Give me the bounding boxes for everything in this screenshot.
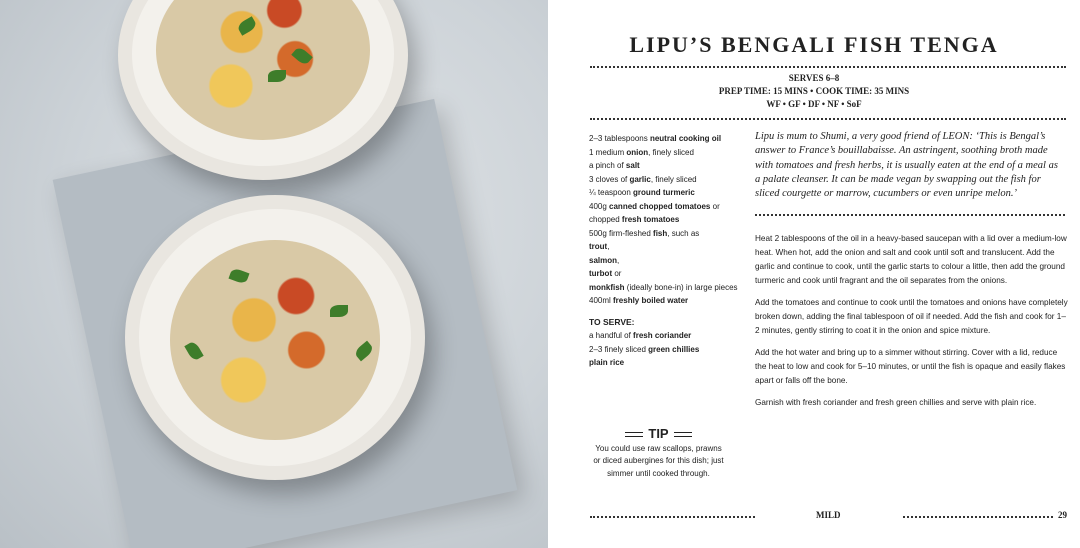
ingredient-item: turbot or [589,269,622,278]
ingredient-item: trout, [589,242,610,251]
diet-tags: WF • GF • DF • NF • SoF [766,99,862,109]
ingredients-list [589,132,739,370]
recipe-title: LIPU’S BENGALI FISH TENGA [629,32,999,57]
ingredient-item: chopped fresh tomatoes [589,215,680,224]
footer-divider-left [590,516,755,518]
serves: SERVES 6–8 [788,73,840,83]
meta-divider [590,118,1066,120]
intro-divider [755,214,1065,216]
title-divider [590,66,1066,68]
ingredient-item: a pinch of salt [589,161,640,170]
footer-divider-right [903,516,1053,518]
recipe-page [548,0,1080,548]
recipe-meta [548,72,1080,111]
to-serve-heading: TO SERVE: [589,316,635,327]
method-step: Add the tomatoes and continue to cook until the tomatoes and onions have completely broken down, adding the final tablespoon of oil if needed. Add the fish and cook for 1–2 minutes, gently stirring to coat it in the onion and spice mixture. [755,298,1068,335]
method-step: Add the hot water and bring up to a simmer without stirring. Cover with a lid, reduce the heat to low and cook for 5–10 minutes, or until the fish is opaque and easily flakes apart or falls off the bone. [755,348,1066,385]
ingredient-item: 1 medium onion, finely sliced [589,147,694,157]
tip-label [591,428,726,441]
to-serve-item: 2–3 finely sliced green chillies [589,344,700,354]
ingredient-item: 400ml freshly boiled water [589,296,689,305]
bottom-bowl [125,195,425,480]
ingredient-item: ¼ teaspoon ground turmeric [589,188,695,197]
method-step: Garnish with fresh coriander and fresh green chillies and serve with plain rice. [755,398,1037,407]
ingredient-item: 500g firm-fleshed fish, such as [589,228,700,238]
page-number: 29 [1058,510,1067,520]
to-serve-item: a handful of fresh coriander [589,331,692,340]
tip-label-text: TIP [648,426,669,441]
times: PREP TIME: 15 MINS • COOK TIME: 35 MINS [718,86,910,96]
tip-lines-left-icon [625,432,643,437]
recipe-intro: Lipu is mum to Shumi, a very good friend of LEON: ‘This is Bengal’s answer to France’s bouillabaisse. An astringent, soothing broth made with tomatoes and fresh herbs, it is usually eaten at the end of a meal as a palate cleanser. It can be made vegan by swapping out the fish for sliced courgette or marrow, cucumbers or even unripe melon.’ [755,131,1058,200]
method [755,232,1070,418]
to-serve-item: plain rice [589,358,625,367]
tip-lines-right-icon [674,432,692,437]
ingredient-item: 2–3 tablespoons neutral cooking oil [589,134,722,143]
ingredient-item: salmon, [589,255,620,265]
tip-box [591,428,726,480]
method-step: Heat 2 tablespoons of the oil in a heavy-based saucepan with a lid over a medium-low heat. When hot, add the onion and salt and cook until soft and translucent. Add the garlic and continue to cook, until the garlic starts to colour a little, then add the ground turmeric and cook until fragrant and the oil separates from the onions. [755,234,1067,285]
ingredient-item: 3 cloves of garlic, finely sliced [589,174,697,184]
ingredient-item: monkfish (ideally bone-in) in large pieces [589,282,738,292]
ingredient-item: 400g canned chopped tomatoes or [589,201,720,211]
heat-level: MILD [816,510,841,520]
tip-text: You could use raw scallops, prawns or diced aubergines for this dish; just simmer until cooked through. [593,443,724,478]
